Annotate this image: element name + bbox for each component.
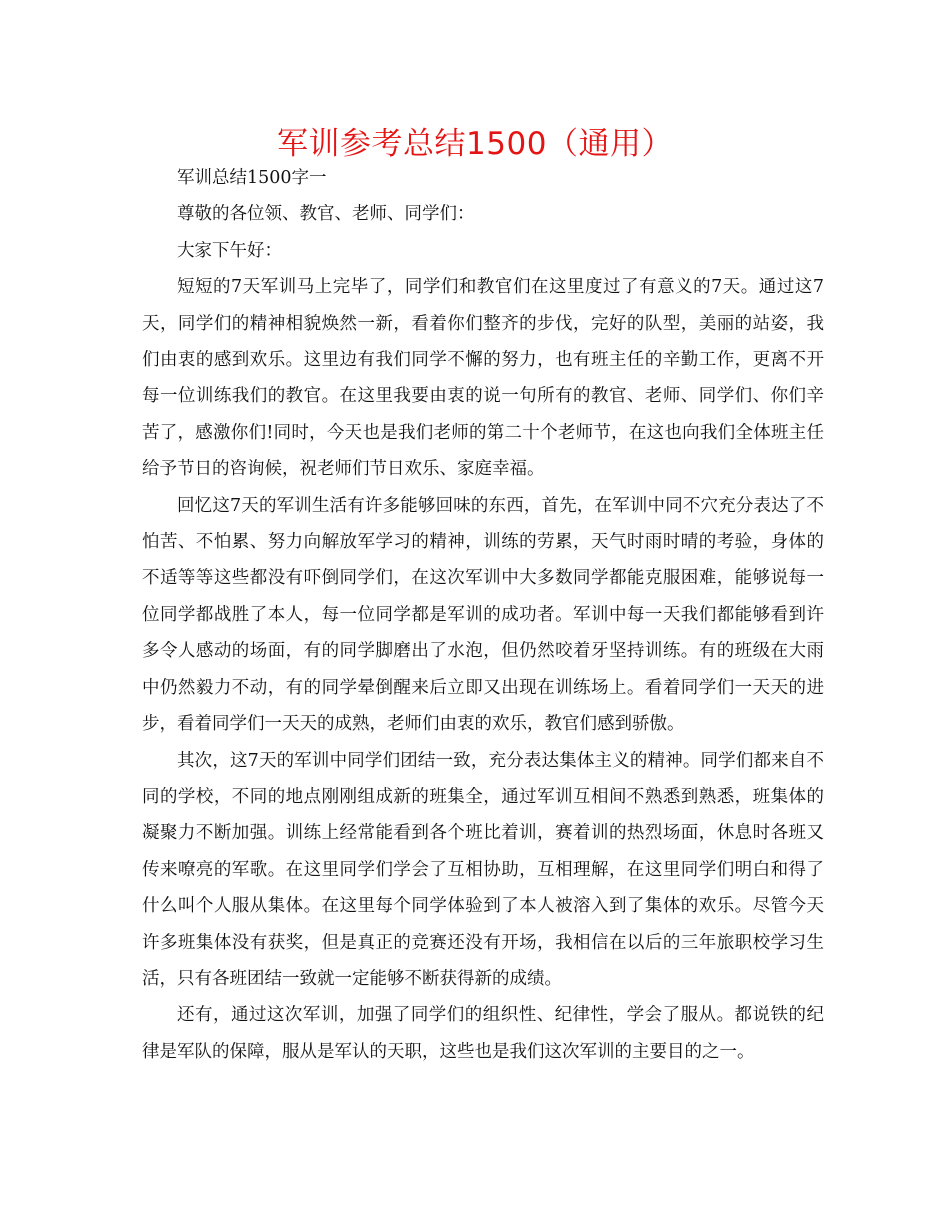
document-body <box>142 160 824 1070</box>
greeting-line: 大家下午好： <box>177 240 282 261</box>
document-title: 军训参考总结1500（通用） <box>277 126 673 162</box>
body-paragraph-1: 短短的7天军训马上完毕了，同学们和教官们在这里度过了有意义的7天。通过这7天，同学们的精神相貌焕然一新，看着你们整齐的步伐，完好的队型，美丽的站姿，我们由衷的感到欢乐。这里边有我们同学不懈的努力，也有班主任的辛勤工作，更离不开每一位训练我们的教官。在这里我要由衷的说一句所有的教官、老师、同学们、你们辛苦了，感激你们!同时，今天也是我们老师的第二十个老师节，在这也向我们全体班主任给予节日的咨询候，祝老师们节日欢乐、家庭幸福。 <box>142 277 824 480</box>
subtitle-line: 军训总结1500字一 <box>177 168 327 188</box>
salutation-line: 尊敬的各位领、教官、老师、同学们： <box>177 204 475 225</box>
body-paragraph-4: 还有，通过这次军训，加强了同学们的组织性、纪律性，学会了服从。都说铁的纪律是军队的保障，服从是军认的天职，这些也是我们这次军训的主要目的之一。 <box>142 1005 824 1062</box>
body-paragraph-3: 其次，这7天的军训中同学们团结一致，充分表达集体主义的精神。同学们都来自不同的学校，不同的地点刚刚组成新的班集全，通过军训互相间不熟悉到熟悉，班集体的凝聚力不断加强。训练上经常能看到各个班比着训，赛着训的热烈场面，休息时各班又传来嘹亮的军歌。在这里同学们学会了互相协助，互相理解，在这里同学们明白和得了什么叫个人服从集体。在这里每个同学体验到了本人被溶入到了集体的欢乐。尽管今天许多班集体没有获奖，但是真正的竞赛还没有开场，我相信在以后的三年旅职校学习生活，只有各班团结一致就一定能够不断获得新的成绩。 <box>142 750 824 989</box>
body-paragraph-2: 回忆这7天的军训生活有许多能够回味的东西，首先，在军训中同不穴充分表达了不怕苦、不怕累、努力向解放军学习的精神，训练的劳累，天气时雨时晴的考验，身体的不适等等这些都没有吓倒同学们，在这次军训中大多数同学都能克服困难，能够说每一位同学都战胜了本人，每一位同学都是军训的成功者。军训中每一天我们都能够看到许多令人感动的场面，有的同学脚磨出了水泡，但仍然咬着牙坚持训练。有的班级在大雨中仍然毅力不动，有的同学晕倒醒来后立即又出现在训练场上。看着同学们一天天的进步，看着同学们一天天的成熟，老师们由衷的欢乐，教官们感到骄傲。 <box>142 495 824 735</box>
